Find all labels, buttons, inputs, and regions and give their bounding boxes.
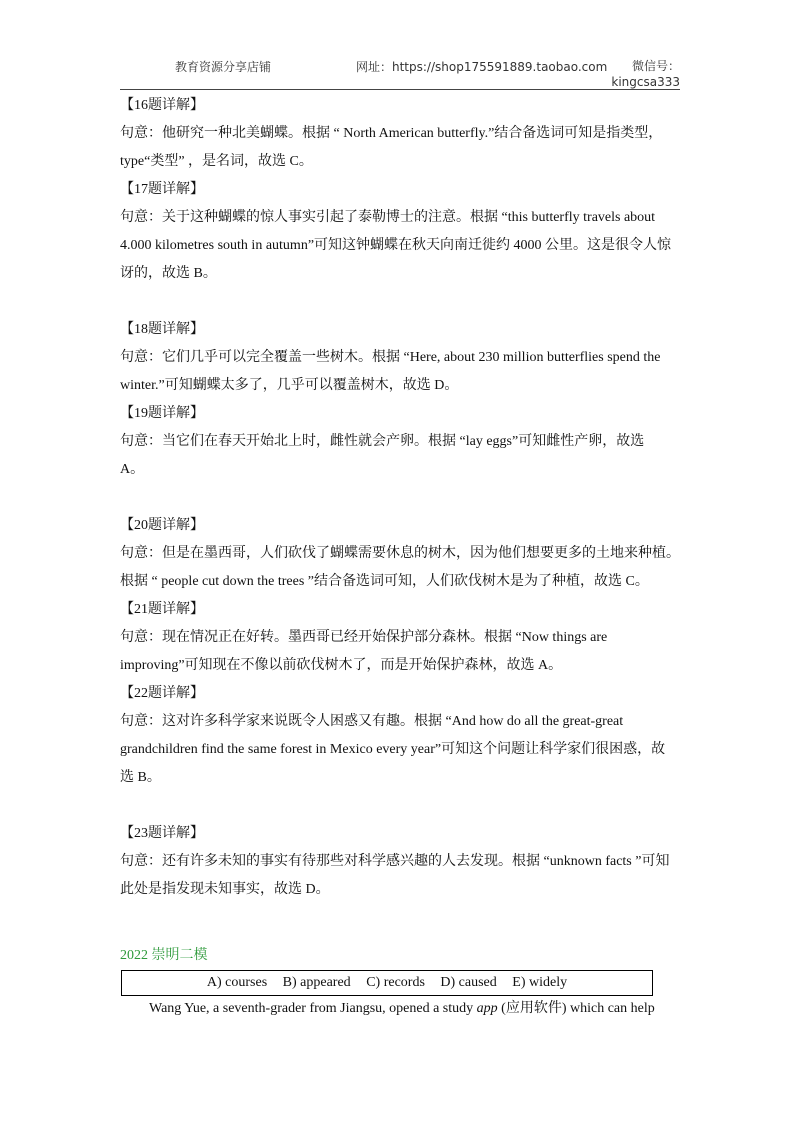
word-option-a: A) courses — [206, 975, 268, 990]
explanation-line: 句意：它们几乎可以完全覆盖一些树木。根据 “Here, about 230 million butterflies spend the — [120, 350, 661, 365]
explanation-line: type“类型” ，是名词，故选 C。 — [120, 154, 313, 169]
explanation-heading: 【19题详解】 — [120, 406, 204, 421]
word-option-c: C) records — [366, 975, 425, 990]
header-shop-name: 教育资源分享店铺 — [175, 60, 272, 74]
explanation-heading: 【23题详解】 — [120, 826, 204, 841]
explanation-heading: 【16题详解】 — [120, 98, 204, 113]
explanation-line: 4.000 kilometres south in autumn”可知这钟蝴蝶在秋天向南迁徙约 4000 公里。这是很令人惊 — [120, 238, 672, 253]
passage-text-before: Wang Yue, a seventh-grader from Jiangsu, opened a study — [149, 1001, 477, 1016]
explanation-heading: 【22题详解】 — [120, 686, 204, 701]
section-title: 2022 崇明二模 — [120, 948, 208, 963]
explanation-line: 此处是指发现未知事实，故选 D。 — [120, 882, 330, 897]
passage-text-after: (应用软件) which can help — [497, 1001, 655, 1016]
explanation-line: improving”可知现在不像以前砍伐树木了，而是开始保护森林，故选 A。 — [120, 658, 563, 673]
blank-line — [120, 484, 682, 512]
explanation-line: 句意：但是在墨西哥，人们砍伐了蝴蝶需要休息的树木，因为他们想要更多的土地来种植。 — [120, 546, 680, 561]
header-wechat — [611, 58, 680, 90]
explanation-line: 讶的，故选 B。 — [120, 266, 217, 281]
blank-line — [120, 792, 682, 820]
passage-first-line — [149, 998, 655, 1020]
explanation-heading: 【20题详解】 — [120, 518, 204, 533]
explanation-line: 句意：关于这种蝴蝶的惊人事实引起了泰勒博士的注意。根据 “this butterfly travels about — [120, 210, 656, 225]
header-url: 网址：https://shop175591889.taobao.com — [356, 60, 608, 74]
explanation-line: 句意：这对许多科学家来说既令人困惑又有趣。根据 “And how do all the great-great — [120, 714, 624, 729]
explanation-line: A。 — [120, 462, 145, 477]
word-bank-box — [121, 970, 653, 996]
header-divider — [120, 89, 680, 90]
header-wechat-label: 微信号： — [631, 59, 680, 73]
explanation-line: 根据 “ people cut down the trees ”结合备选词可知，人们砍伐树木是为了种植，故选 C。 — [120, 574, 649, 589]
header-wechat-id: kingcsa333 — [611, 75, 680, 89]
word-option-b: B) appeared — [282, 975, 351, 990]
explanation-heading: 【18题详解】 — [120, 322, 204, 337]
blank-line — [120, 288, 682, 316]
explanation-line: 句意：他研究一种北美蝴蝶。根据 “ North American butterfly.”结合备选词可知是指类型， — [120, 126, 663, 141]
passage-app-word: app — [476, 1001, 498, 1016]
explanations-body — [120, 92, 682, 904]
explanation-heading: 【21题详解】 — [120, 602, 204, 617]
explanation-line: 句意：当它们在春天开始北上时，雌性就会产卵。根据 “lay eggs”可知雌性产卵，故选 — [120, 434, 645, 449]
explanation-line: 句意：还有许多未知的事实有待那些对科学感兴趣的人去发现。根据 “unknown facts ”可知 — [120, 854, 670, 869]
explanation-heading: 【17题详解】 — [120, 182, 204, 197]
word-option-d: D) caused — [440, 975, 497, 990]
word-option-e: E) widely — [512, 975, 568, 990]
page-header — [120, 56, 680, 88]
explanation-line: grandchildren find the same forest in Mexico every year”可知这个问题让科学家们很困惑，故 — [120, 742, 666, 757]
explanation-line: winter.”可知蝴蝶太多了，几乎可以覆盖树木，故选 D。 — [120, 378, 459, 393]
explanation-line: 句意：现在情况正在好转。墨西哥已经开始保护部分森林。根据 “Now things are — [120, 630, 608, 645]
explanation-line: 选 B。 — [120, 770, 161, 785]
